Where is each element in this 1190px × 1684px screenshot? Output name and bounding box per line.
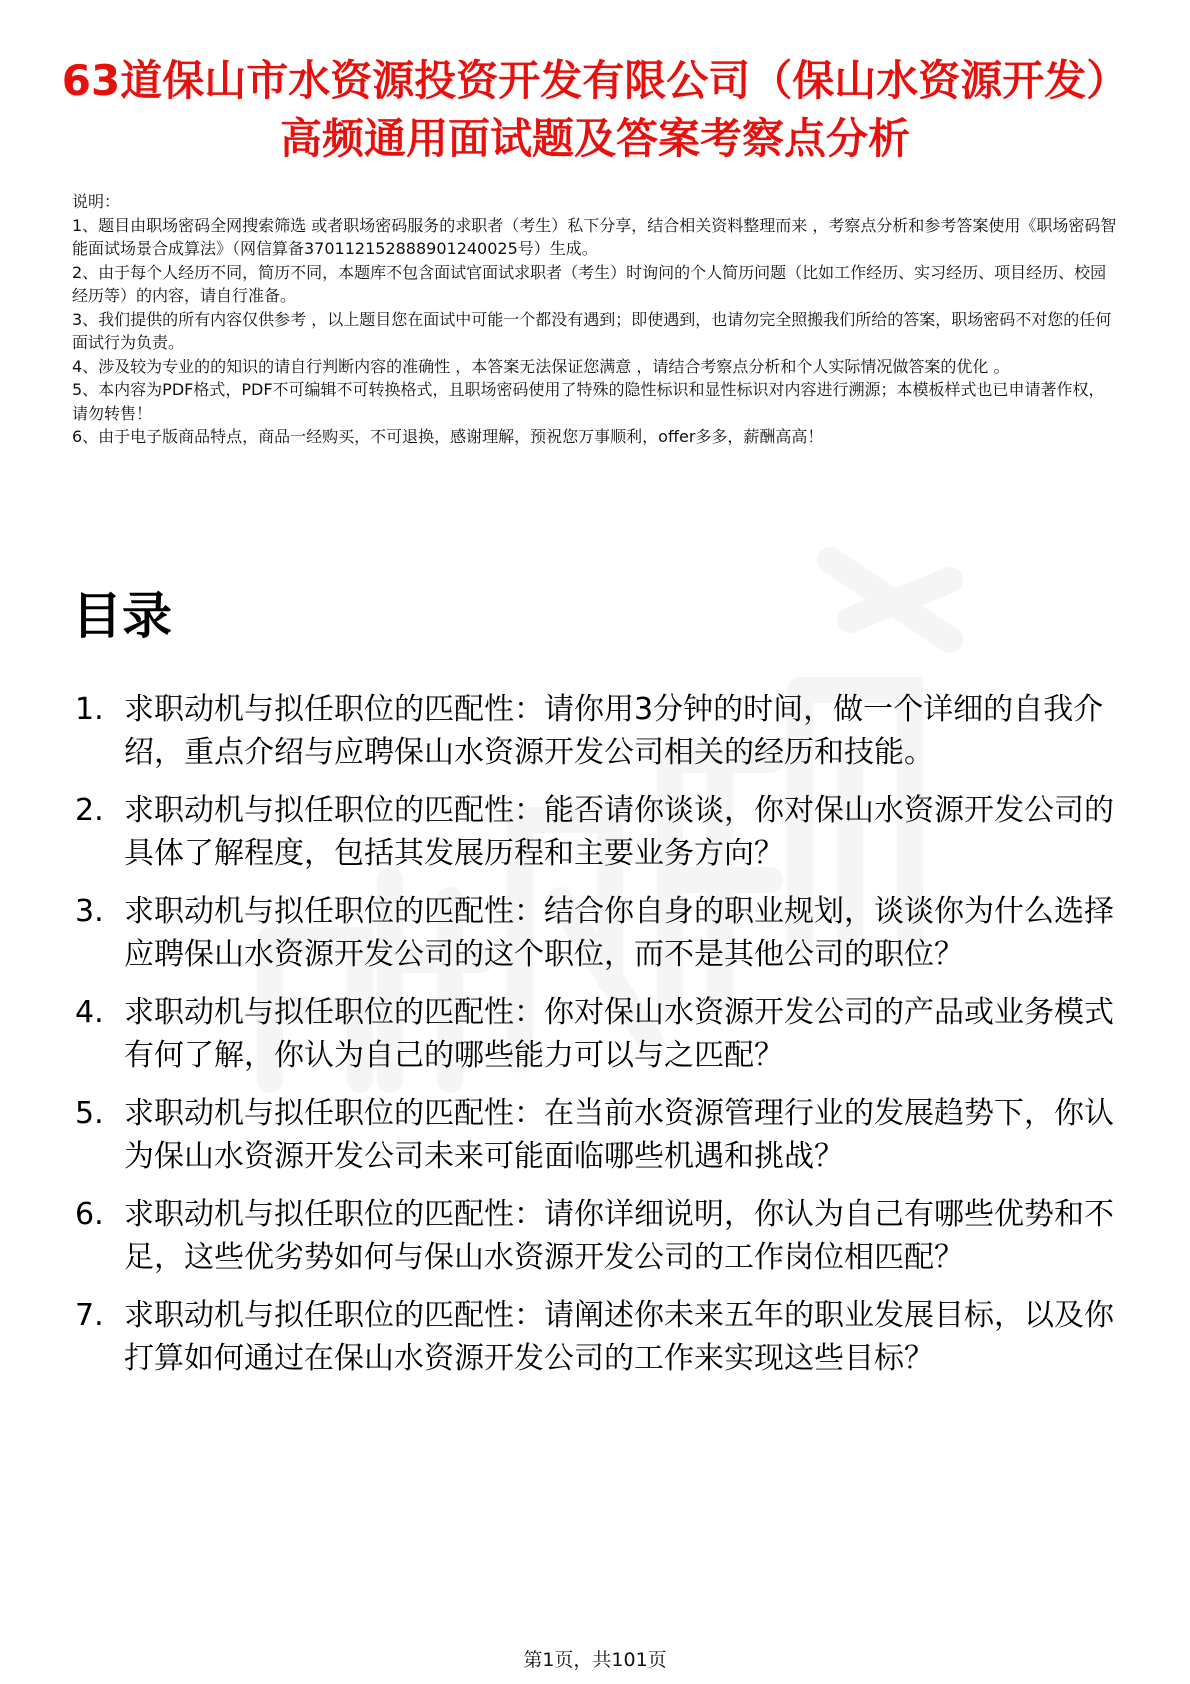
note-item: 1、题目由职场密码全网搜索筛选 或者职场密码服务的求职者（考生）私下分享，结合相关资料整理而来 ，考察点分析和参考答案使用《职场密码智能面试场景合成算法》（网信算备370112152888901240025号）生成。 [72, 215, 1117, 258]
toc-item-number: 5. [75, 1096, 104, 1131]
toc-heading: 目录 [72, 587, 172, 645]
toc-item-number: 4. [75, 995, 104, 1030]
toc-item-text: 求职动机与拟任职位的匹配性：能否请你谈谈，你对保山水资源开发公司的具体了解程度，包括其发展历程和主要业务方向？ [124, 793, 1114, 871]
note-item: 3、我们提供的所有内容仅供参考 ，以上题目您在面试中可能一个都没有遇到；即使遇到，也请勿完全照搬我们所给的答案，职场密码不对您的任何面试行为负责。 [72, 309, 1112, 352]
note-item: 2、由于每个人经历不同，简历不同，本题库不包含面试官面试求职者（考生）时询问的个人简历问题（比如工作经历、实习经历、项目经历、校园经历等）的内容，请自行准备。 [72, 262, 1107, 305]
toc-item[interactable] [72, 890, 1120, 976]
toc-item-text: 求职动机与拟任职位的匹配性：请阐述你未来五年的职业发展目标，以及你打算如何通过在保山水资源开发公司的工作来实现这些目标？ [124, 1298, 1114, 1376]
note-item: 6、由于电子版商品特点，商品一经购买，不可退换，感谢理解，预祝您万事顺利，offer多多，薪酬高高！ [72, 427, 824, 446]
toc-item-text: 求职动机与拟任职位的匹配性：在当前水资源管理行业的发展趋势下，你认为保山水资源开发公司未来可能面临哪些机遇和挑战？ [124, 1096, 1114, 1174]
toc-item-number: 3. [75, 894, 104, 929]
document-title: 63道保山市水资源投资开发有限公司（保山水资源开发）高频通用面试题及答案考察点分析 [61, 56, 1129, 163]
page-footer: 第1页，共101页 [523, 1649, 667, 1671]
toc-item[interactable] [72, 789, 1120, 875]
note-item: 5、本内容为PDF格式，PDF不可编辑不可转换格式，且职场密码使用了特殊的隐性标识和显性标识对内容进行溯源；本模板样式也已申请著作权，请勿转售！ [72, 380, 1105, 423]
note-item: 4、涉及较为专业的的知识的请自行判断内容的准确性 ，本答案无法保证您满意 ，请结合考察点分析和个人实际情况做答案的优化 。 [72, 356, 1010, 376]
notes-section [72, 190, 1120, 449]
toc-item[interactable] [72, 1092, 1120, 1178]
toc-item-text: 求职动机与拟任职位的匹配性：你对保山水资源开发公司的产品或业务模式有何了解，你认为自己的哪些能力可以与之匹配？ [124, 995, 1114, 1073]
toc-item-text: 求职动机与拟任职位的匹配性：请你详细说明，你认为自己有哪些优势和不足，这些优劣势如何与保山水资源开发公司的工作岗位相匹配？ [124, 1197, 1114, 1275]
toc-item[interactable] [72, 1193, 1120, 1279]
toc-item-number: 1. [75, 692, 104, 727]
toc-item-text: 求职动机与拟任职位的匹配性：请你用3分钟的时间，做一个详细的自我介绍，重点介绍与应聘保山水资源开发公司相关的经历和技能。 [124, 692, 1104, 770]
toc-item-number: 7. [75, 1298, 104, 1333]
toc-item[interactable] [72, 991, 1120, 1077]
toc-item[interactable] [72, 688, 1120, 774]
toc-item-text: 求职动机与拟任职位的匹配性：结合你自身的职业规划，谈谈你为什么选择应聘保山水资源开发公司的这个职位，而不是其他公司的职位？ [124, 894, 1114, 972]
toc-item-number: 6. [75, 1197, 104, 1232]
toc-item[interactable] [72, 1294, 1120, 1380]
toc-item-number: 2. [75, 793, 104, 828]
notes-heading: 说明： [72, 192, 121, 211]
toc-list [72, 688, 1120, 1395]
